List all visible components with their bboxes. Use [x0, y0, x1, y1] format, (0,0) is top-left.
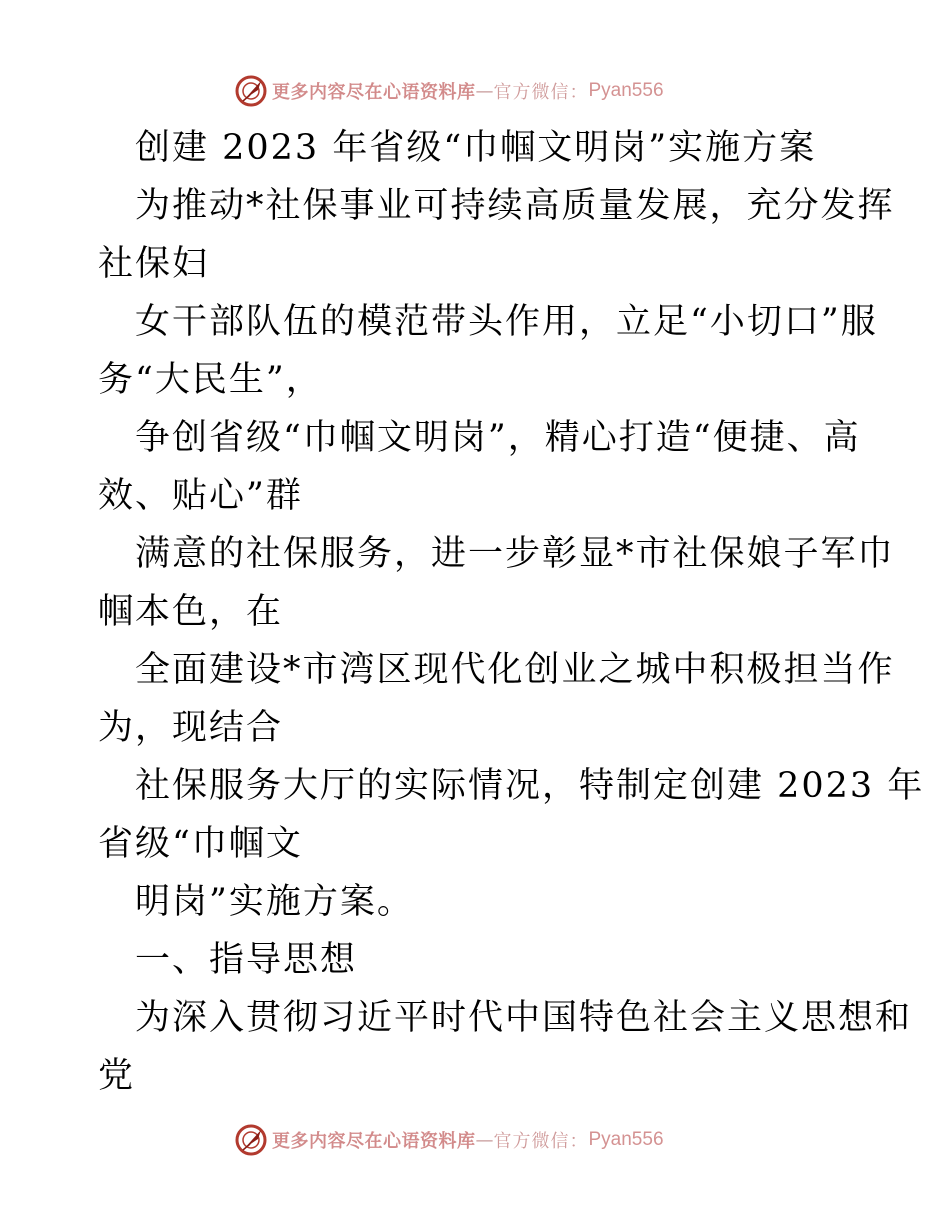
banner-wechat-id: Pyan556: [588, 80, 664, 101]
banner-wechat-id: Pyan556: [588, 1129, 664, 1150]
banner-official-label: 官方微信：: [493, 1131, 589, 1152]
body-line: 省级“巾帼文: [98, 824, 303, 864]
quill-logo-icon: [234, 1123, 268, 1157]
body-line: 为，现结合: [98, 708, 284, 748]
banner-dash: —: [475, 80, 494, 102]
body-line: 明岗”实施方案。: [135, 882, 414, 922]
footer-banner: [234, 1123, 664, 1157]
body-line: 为推动*社保事业可持续高质量发展，充分发挥: [135, 186, 895, 226]
banner-main-text: 更多内容尽在心语资料库: [272, 1131, 476, 1152]
banner-main-text: 更多内容尽在心语资料库: [272, 82, 476, 103]
quill-logo-icon: [234, 74, 268, 108]
body-line: 帼本色，在: [98, 592, 284, 632]
document-title-line: 创建 2023 年省级“巾帼文明岗”实施方案: [135, 128, 817, 168]
body-line: 效、贴心”群: [98, 476, 303, 516]
body-line: 满意的社保服务，进一步彰显*市社保娘子军巾: [135, 534, 895, 574]
section-heading-line: 一、指导思想: [135, 940, 358, 980]
body-line: 社保妇: [98, 244, 210, 284]
banner-dash: —: [475, 1129, 494, 1151]
body-line: 女干部队伍的模范带头作用，立足“小切口”服: [135, 302, 878, 342]
header-banner: [234, 74, 664, 108]
body-line: 为深入贯彻习近平时代中国特色社会主义思想和: [135, 998, 913, 1038]
body-line: 社保服务大厅的实际情况，特制定创建 2023 年: [135, 766, 925, 806]
body-line: 争创省级“巾帼文明岗”，精心打造“便捷、高: [135, 418, 861, 458]
body-line: 务“大民生”，: [98, 360, 323, 400]
body-line: 全面建设*市湾区现代化创业之城中积极担当作: [135, 650, 895, 690]
banner-official-label: 官方微信：: [493, 82, 589, 103]
body-line: 党: [98, 1056, 136, 1096]
